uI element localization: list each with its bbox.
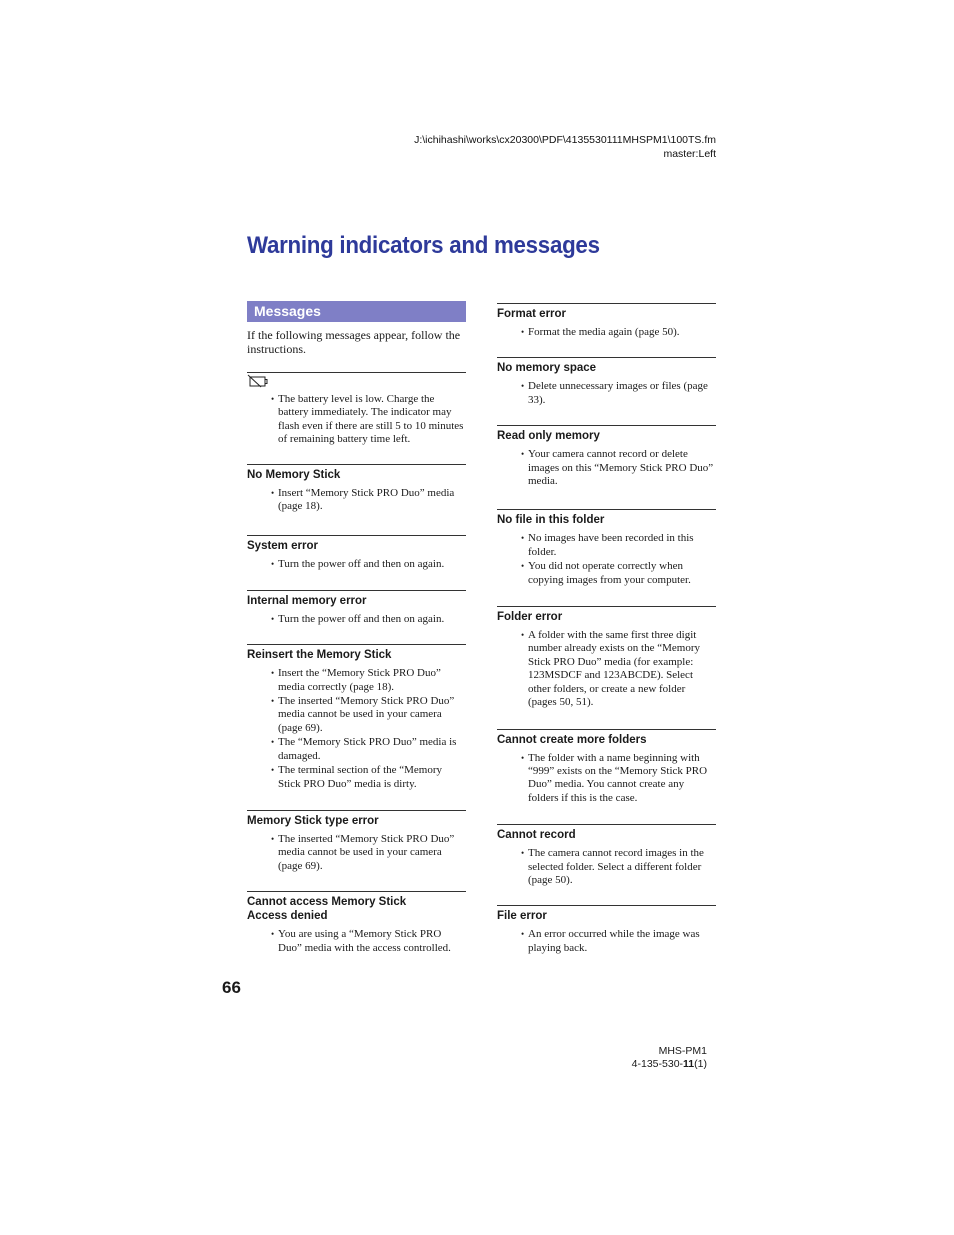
message-block xyxy=(247,535,466,571)
message-block xyxy=(247,644,466,791)
message-bullet-list xyxy=(247,487,466,514)
bullet-item: • A folder with the same first three digit number already exists on the “Memory Stick PRO Duo” media (for example: 123MSDCF and 123ABCDE). Select other folders, or create a new folder (pages 50, 51). xyxy=(521,629,716,709)
message-title: Cannot access Memory Stick Access denied xyxy=(247,896,407,923)
right-message-list xyxy=(497,303,716,955)
message-block xyxy=(497,303,716,339)
bullet-item: • No images have been recorded in this folder. xyxy=(521,532,716,559)
footer-model: MHS-PM1 xyxy=(658,1045,707,1057)
message-block xyxy=(497,824,716,887)
footer-part-number: 4-135-530-11(1) xyxy=(631,1058,707,1070)
message-title: Reinsert the Memory Stick xyxy=(247,649,392,662)
message-block xyxy=(247,590,466,626)
bullet-item: • The “Memory Stick PRO Duo” media is damaged. xyxy=(271,736,466,763)
section-heading-messages: Messages xyxy=(247,301,466,322)
message-title: No Memory Stick xyxy=(247,468,341,481)
page-title: Warning indicators and messages xyxy=(247,232,600,259)
bullet-item: • Format the media again (page 50). xyxy=(521,326,716,339)
bullet-item: • Turn the power off and then on again. xyxy=(271,613,466,626)
bullet-item: • The battery level is low. Charge the battery immediately. The indicator may flash even if there are still 5 to 10 minutes of remaining battery time left. xyxy=(271,393,466,447)
left-message-list xyxy=(247,372,466,955)
message-title: Cannot record xyxy=(497,829,576,842)
battery-empty-icon xyxy=(247,374,466,388)
bullet-item: • An error occurred while the image was playing back. xyxy=(521,928,716,955)
message-bullet-list xyxy=(247,558,466,571)
bullet-item: • You are using a “Memory Stick PRO Duo” media with the access controlled. xyxy=(271,928,466,955)
message-bullet-list xyxy=(497,380,716,407)
right-column xyxy=(497,303,716,956)
message-bullet-list xyxy=(247,928,466,955)
message-bullet-list xyxy=(497,326,716,339)
message-block xyxy=(497,425,716,488)
bullet-item: • The folder with a name beginning with “999” exists on the “Memory Stick PRO Duo” media. You cannot create any folders if this is the case. xyxy=(521,752,716,806)
bullet-item: • Turn the power off and then on again. xyxy=(271,558,466,571)
message-title: Cannot create more folders xyxy=(497,733,647,746)
message-block xyxy=(247,891,466,955)
message-bullet-list xyxy=(497,629,716,709)
bullet-item: • You did not operate correctly when copying images from your computer. xyxy=(521,560,716,587)
message-bullet-list xyxy=(497,847,716,887)
left-column xyxy=(247,301,466,956)
message-block xyxy=(497,606,716,709)
message-block xyxy=(497,729,716,806)
bullet-item: • The camera cannot record images in the selected folder. Select a different folder (page 50). xyxy=(521,847,716,887)
message-bullet-list xyxy=(497,532,716,587)
message-title: Folder error xyxy=(497,611,563,624)
message-block xyxy=(247,372,466,447)
footer-code xyxy=(632,1045,707,1071)
message-block xyxy=(497,357,716,407)
header-file-path xyxy=(414,133,716,161)
message-title: File error xyxy=(497,910,547,923)
message-bullet-list xyxy=(247,613,466,626)
message-block xyxy=(497,509,716,587)
bullet-item: • The inserted “Memory Stick PRO Duo” media cannot be used in your camera (page 69). xyxy=(271,695,466,735)
page-number: 66 xyxy=(222,978,241,997)
message-block xyxy=(247,810,466,873)
message-block xyxy=(497,905,716,955)
message-title: No file in this folder xyxy=(497,514,605,527)
message-bullet-list xyxy=(247,667,466,791)
message-bullet-list xyxy=(497,928,716,955)
bullet-item: • The inserted “Memory Stick PRO Duo” media cannot be used in your camera (page 69). xyxy=(271,833,466,873)
message-title: System error xyxy=(247,540,318,553)
header-path-line: J:\ichihashi\works\cx20300\PDF\4135530111MHSPM1\100TS.fm xyxy=(414,134,716,146)
bullet-item: • The terminal section of the “Memory Stick PRO Duo” media is dirty. xyxy=(271,764,466,791)
message-block xyxy=(247,464,466,514)
bullet-item: • Your camera cannot record or delete images on this “Memory Stick PRO Duo” media. xyxy=(521,448,716,488)
message-title: No memory space xyxy=(497,362,597,375)
message-bullet-list xyxy=(497,448,716,488)
bullet-item: • Delete unnecessary images or files (page 33). xyxy=(521,380,716,407)
message-bullet-list xyxy=(247,833,466,873)
message-bullet-list xyxy=(247,393,466,447)
bullet-item: • Insert the “Memory Stick PRO Duo” media correctly (page 18). xyxy=(271,667,466,694)
message-title: Read only memory xyxy=(497,430,600,443)
message-title: Internal memory error xyxy=(247,594,367,607)
message-title: Memory Stick type error xyxy=(247,814,379,827)
message-bullet-list xyxy=(497,752,716,806)
intro-text: If the following messages appear, follow the instructions. xyxy=(247,328,461,356)
message-title: Format error xyxy=(497,308,567,320)
header-master-line: master:Left xyxy=(663,148,716,160)
bullet-item: • Insert “Memory Stick PRO Duo” media (page 18). xyxy=(271,487,466,514)
